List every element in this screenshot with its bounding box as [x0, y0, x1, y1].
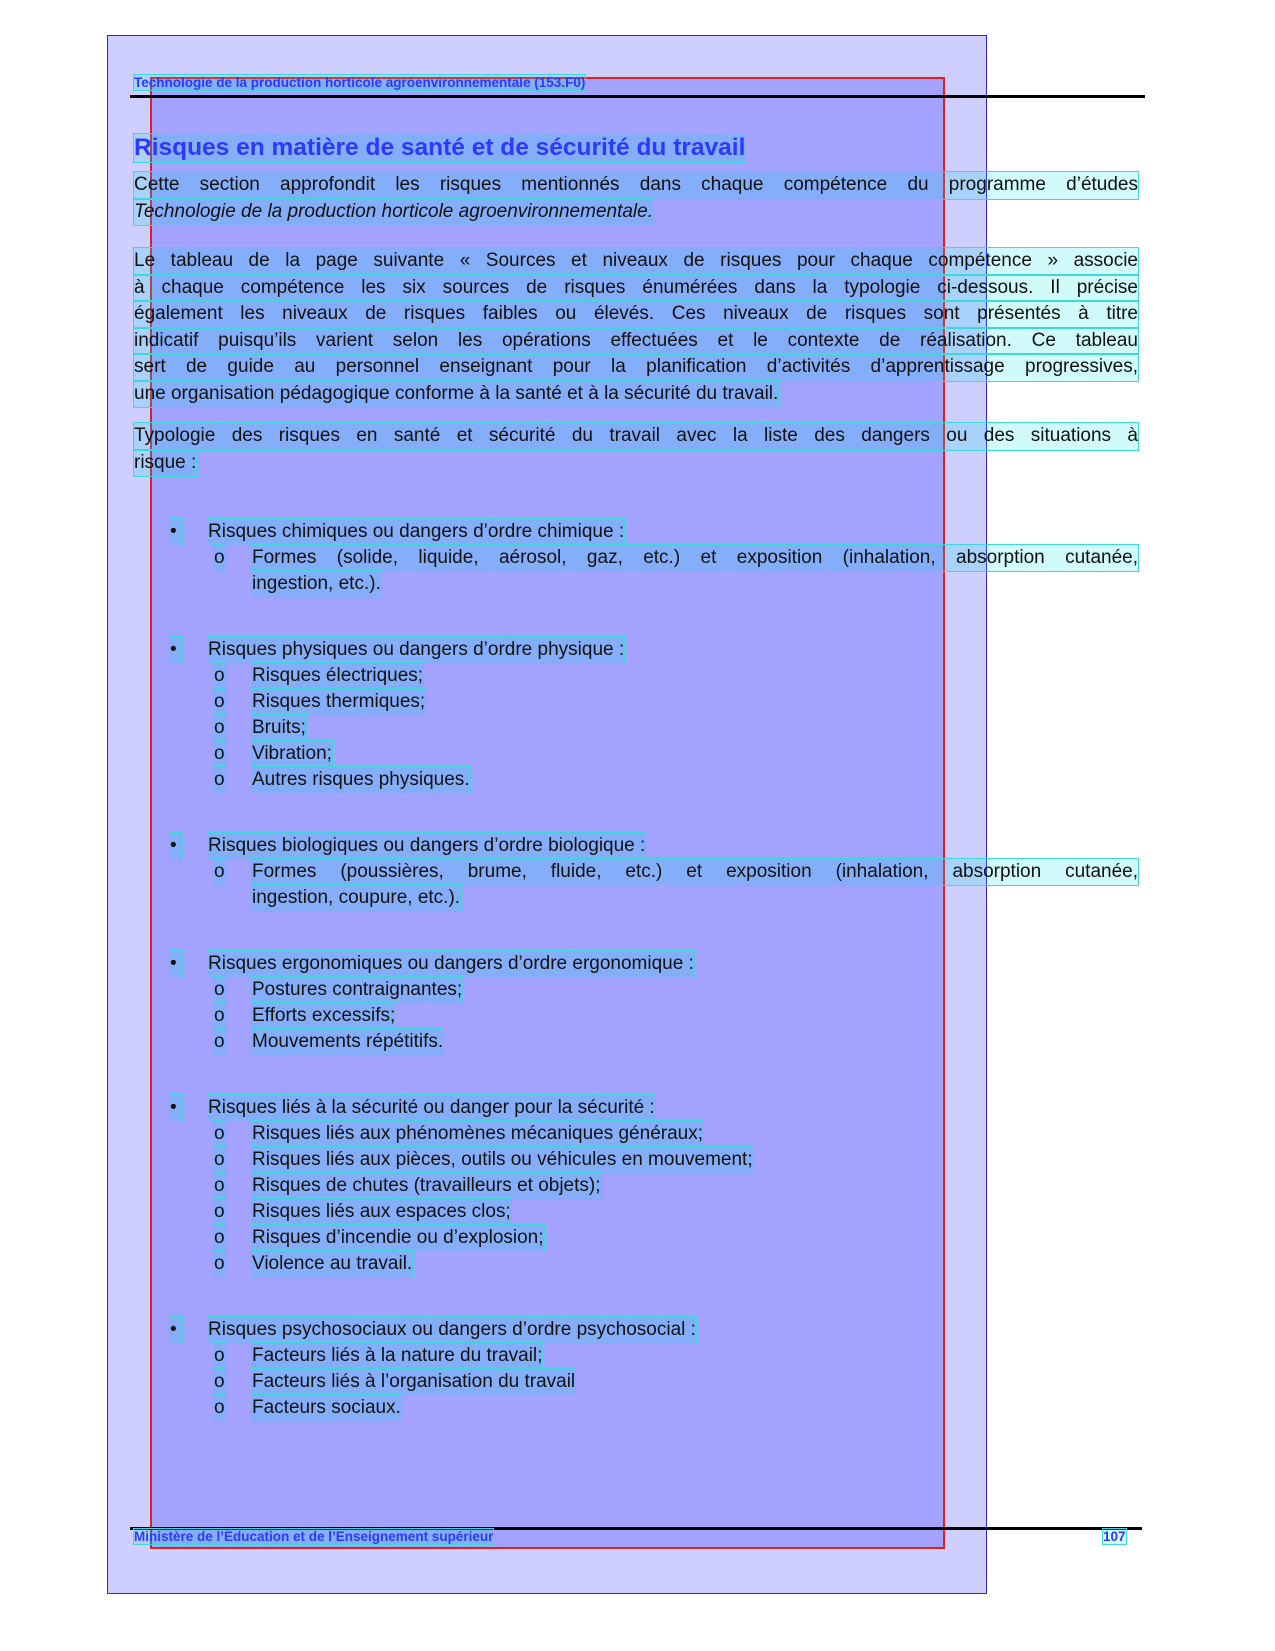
- bullet-icon: •: [170, 637, 182, 663]
- sub-bullet-icon: o: [214, 545, 225, 571]
- intro-paragraph: [134, 172, 1138, 225]
- risk-category-label: Risques liés à la sécurité ou danger pour la sécurité :: [208, 1095, 655, 1121]
- risk-category-label: Risques biologiques ou dangers d’ordre biologique :: [208, 833, 645, 859]
- risk-item-text: Facteurs sociaux.: [252, 1395, 401, 1421]
- paragraph-line: Le tableau de la page suivante « Sources et niveaux de risques pour chaque compétence » associe: [134, 248, 1138, 275]
- program-name: Technologie de la production horticole agroenvironnementale.: [134, 199, 653, 226]
- risk-item-text: Facteurs liés à l’organisation du travail: [252, 1369, 575, 1395]
- sub-bullet-icon: o: [214, 1225, 225, 1251]
- risk-item-text: Risques liés aux phénomènes mécaniques généraux;: [252, 1121, 703, 1147]
- risk-item-text: Mouvements répétitifs.: [252, 1029, 443, 1055]
- sub-bullet-icon: o: [214, 1251, 225, 1277]
- risk-item-text: Autres risques physiques.: [252, 767, 470, 793]
- running-header: Technologie de la production horticole agroenvironnementale (153.F0): [134, 75, 586, 90]
- risk-item-text: Violence au travail.: [252, 1251, 412, 1277]
- risk-item-line: Formes (solide, liquide, aérosol, gaz, etc.) et exposition (inhalation, absorption cutanée,: [252, 545, 1138, 571]
- risk-item-line: Formes (poussières, brume, fluide, etc.) et exposition (inhalation, absorption cutanée,: [252, 859, 1138, 885]
- risk-item-text: Risques thermiques;: [252, 689, 425, 715]
- paragraph-line: également les niveaux de risques faibles ou élevés. Ces niveaux de risques sont présentés à titre: [134, 301, 1138, 328]
- sub-bullet-icon: o: [214, 1121, 225, 1147]
- risk-item-line: ingestion, coupure, etc.).: [252, 885, 460, 911]
- page-number: 107: [1103, 1529, 1126, 1544]
- bullet-icon: •: [170, 1317, 182, 1343]
- sub-bullet-icon: o: [214, 1369, 225, 1395]
- risk-item-text: Risques d’incendie ou d’explosion;: [252, 1225, 544, 1251]
- risk-item-text: Vibration;: [252, 741, 332, 767]
- risk-item-text: Risques liés aux pièces, outils ou véhicules en mouvement;: [252, 1147, 753, 1173]
- footer-ministry: Ministère de l’Éducation et de l’Enseignement supérieur: [134, 1529, 494, 1544]
- paragraph-line: une organisation pédagogique conforme à la santé et à la sécurité du travail.: [134, 381, 778, 408]
- sub-bullet-icon: o: [214, 1173, 225, 1199]
- bullet-icon: •: [170, 1095, 182, 1121]
- page-title: Risques en matière de santé et de sécurité du travail: [134, 134, 746, 161]
- risk-item-line: ingestion, etc.).: [252, 571, 381, 597]
- risk-category-label: Risques chimiques ou dangers d’ordre chimique :: [208, 519, 624, 545]
- risk-item-text: Postures contraignantes;: [252, 977, 462, 1003]
- paragraph-line: à chaque compétence les six sources de risques énumérées dans la typologie ci-dessous. Il précise: [134, 275, 1138, 302]
- typology-intro: [134, 423, 1138, 476]
- bullet-icon: •: [170, 833, 182, 859]
- paragraph-line: indicatif puisqu’ils varient selon les opérations effectuées et le contexte de réalisation. Ce tableau: [134, 328, 1138, 355]
- risk-item-text: Efforts excessifs;: [252, 1003, 395, 1029]
- header-rule: [130, 95, 1145, 98]
- risk-category-label: Risques ergonomiques ou dangers d’ordre ergonomique :: [208, 951, 694, 977]
- paragraph-line: Cette section approfondit les risques mentionnés dans chaque compétence du programme d’études: [134, 172, 1138, 199]
- risk-item-text: Bruits;: [252, 715, 306, 741]
- sub-bullet-icon: o: [214, 715, 225, 741]
- sub-bullet-icon: o: [214, 1395, 225, 1421]
- sub-bullet-icon: o: [214, 1199, 225, 1225]
- sub-bullet-icon: o: [214, 689, 225, 715]
- paragraph-line: Typologie des risques en santé et sécurité du travail avec la liste des dangers ou des situations à: [134, 423, 1138, 450]
- risk-item: [214, 859, 1138, 911]
- sub-bullet-icon: o: [214, 741, 225, 767]
- sub-bullet-icon: o: [214, 859, 225, 885]
- sub-bullet-icon: o: [214, 1003, 225, 1029]
- sub-bullet-icon: o: [214, 663, 225, 689]
- risk-item-text: Risques de chutes (travailleurs et objets);: [252, 1173, 601, 1199]
- sub-bullet-icon: o: [214, 1147, 225, 1173]
- bullet-icon: •: [170, 951, 182, 977]
- risk-item-text: Facteurs liés à la nature du travail;: [252, 1343, 542, 1369]
- risk-category-label: Risques physiques ou dangers d’ordre physique :: [208, 637, 624, 663]
- sub-bullet-icon: o: [214, 1343, 225, 1369]
- table-description-paragraph: [134, 248, 1138, 407]
- risk-item: [214, 545, 1138, 597]
- paragraph-line: sert de guide au personnel enseignant pour la planification d’activités d’apprentissage progressives,: [134, 354, 1138, 381]
- sub-bullet-icon: o: [214, 767, 225, 793]
- risk-item-text: Risques liés aux espaces clos;: [252, 1199, 511, 1225]
- risk-category-label: Risques psychosociaux ou dangers d’ordre psychosocial :: [208, 1317, 696, 1343]
- bullet-icon: •: [170, 519, 182, 545]
- paragraph-line: risque :: [134, 450, 196, 477]
- risk-item-text: Risques électriques;: [252, 663, 423, 689]
- sub-bullet-icon: o: [214, 1029, 225, 1055]
- sub-bullet-icon: o: [214, 977, 225, 1003]
